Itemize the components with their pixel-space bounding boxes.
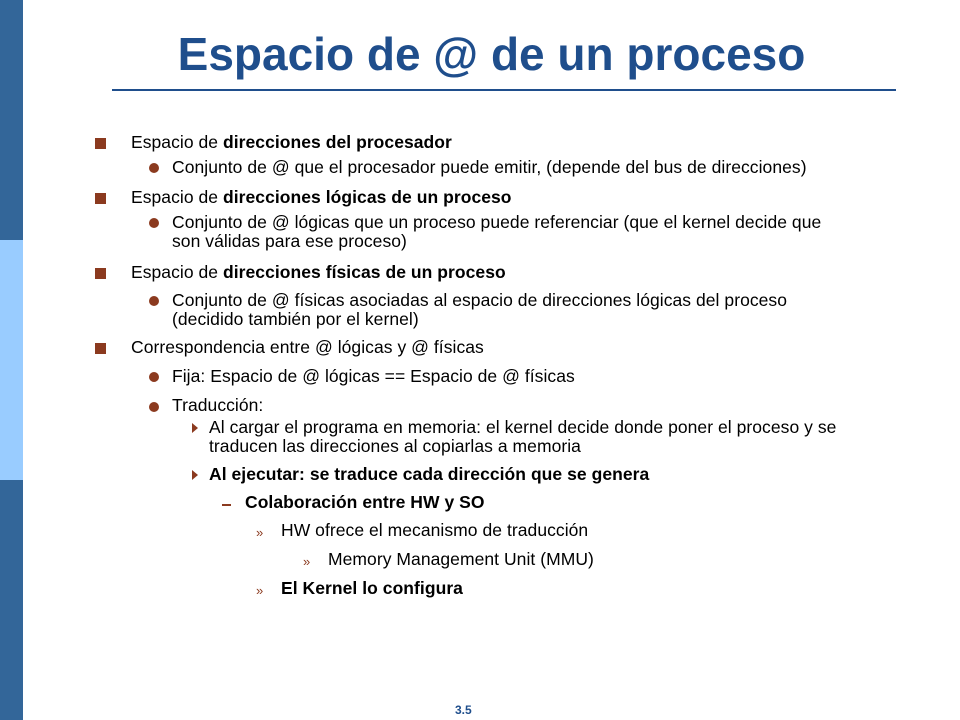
round-bullet-icon	[149, 296, 159, 306]
bullet-l4-hw-so: Colaboración entre HW y SO	[245, 492, 485, 512]
bullet-l2-translation: Traducción:	[172, 395, 264, 415]
bullet-l2-logical-set-line2: son válidas para ese proceso)	[172, 231, 407, 251]
raquo-bullet-icon: »	[256, 525, 264, 540]
square-bullet-icon	[95, 343, 106, 354]
round-bullet-icon	[149, 372, 159, 382]
bullet-l3-exec-time: Al ejecutar: se traduce cada dirección que se genera	[209, 464, 650, 484]
round-bullet-icon	[149, 163, 159, 173]
bullet-l1-logical-space	[131, 188, 512, 207]
bullet-l2-physical-set-line2: (decidido también por el kernel)	[172, 309, 419, 329]
bullet-l5-hw-mechanism: HW ofrece el mecanismo de traducción	[281, 520, 589, 540]
square-bullet-icon	[95, 138, 106, 149]
bullet-l3-load-time-line2: traducen las direcciones al copiarlas a memoria	[209, 436, 581, 456]
bullet-bold-text: direcciones lógicas de un proceso	[223, 187, 512, 207]
round-bullet-icon	[149, 402, 159, 412]
bullet-bold-text: direcciones físicas de un proceso	[223, 262, 506, 282]
raquo-bullet-icon: »	[303, 554, 311, 569]
bullet-l2-physical-set-line1: Conjunto de @ físicas asociadas al espacio de direcciones lógicas del proceso	[172, 290, 788, 310]
bullet-text: Espacio de	[131, 132, 223, 152]
dash-bullet-icon	[222, 504, 231, 506]
bullet-l1-processor-space	[131, 133, 452, 152]
triangle-bullet-icon	[192, 470, 198, 480]
bullet-l6-mmu: Memory Management Unit (MMU)	[328, 549, 594, 569]
square-bullet-icon	[95, 268, 106, 279]
bullet-bold-text: direcciones del procesador	[223, 132, 452, 152]
bullet-l2-fixed: Fija: Espacio de @ lógicas == Espacio de @ físicas	[172, 366, 575, 386]
bullet-text: Espacio de	[131, 187, 223, 207]
bullet-l5-kernel-config: El Kernel lo configura	[281, 578, 463, 598]
bullet-l2-processor-set: Conjunto de @ que el procesador puede emitir, (depende del bus de direcciones)	[172, 157, 807, 177]
page-number: 3.5	[455, 703, 472, 717]
round-bullet-icon	[149, 218, 159, 228]
bullet-l1-physical-space	[131, 263, 506, 282]
bullet-text: Espacio de	[131, 262, 223, 282]
bullet-l3-load-time-line1: Al cargar el programa en memoria: el kernel decide donde poner el proceso y se	[209, 417, 837, 437]
square-bullet-icon	[95, 193, 106, 204]
bullet-l2-logical-set-line1: Conjunto de @ lógicas que un proceso puede referenciar (que el kernel decide que	[172, 212, 822, 232]
triangle-bullet-icon	[192, 423, 198, 433]
raquo-bullet-icon: »	[256, 583, 264, 598]
slide-title: Espacio de @ de un proceso	[177, 28, 806, 80]
bullet-l1-correspondence: Correspondencia entre @ lógicas y @ físicas	[131, 337, 484, 357]
